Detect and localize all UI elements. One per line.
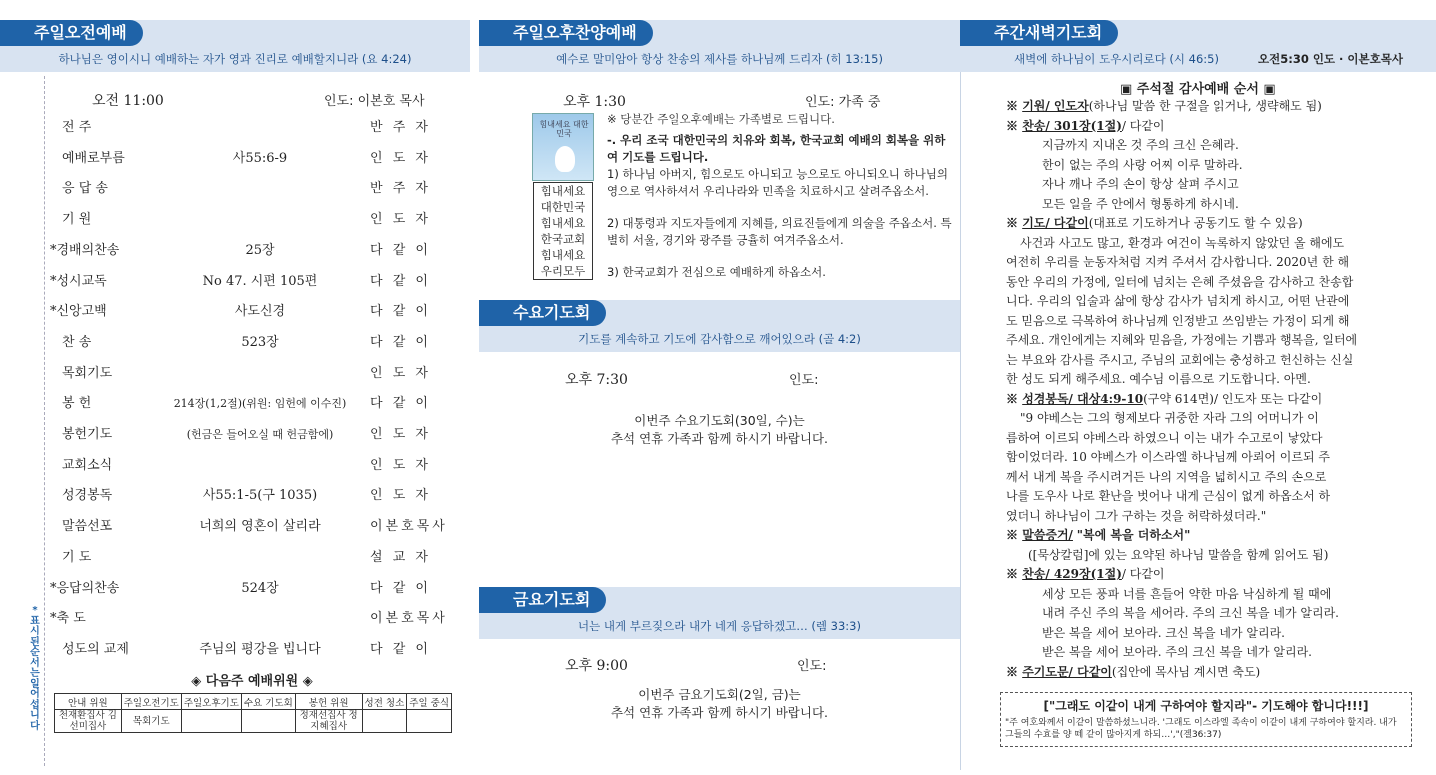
order-row (50, 425, 460, 445)
wednesday-header (479, 300, 960, 346)
wednesday-line-2: 추석 연휴 가족과 함께 하시기 바랍니다. (610, 431, 829, 446)
cheer-image-text: 힘내세요 대한민국 (539, 120, 589, 138)
prayer-line: 니다. 우리의 입술과 삶에 항상 감사가 넘치게 하시고, 어떤 난관에 (1006, 294, 1350, 308)
prayer-line: 주세요. 개인에게는 지혜와 믿음을, 가정에는 기쁨과 행복을, 일터에 (1006, 333, 1358, 347)
dawn-prayer-text (1006, 234, 1406, 390)
duty-cell: 목회기도 (121, 710, 181, 733)
friday-time: 오후 9:00 (565, 658, 628, 674)
order-person: 반 주 자 (370, 181, 431, 197)
duty-header: 봉헌 위원 (295, 694, 362, 710)
duty-cell (362, 710, 407, 733)
duty-header: 주일오전기도 (121, 694, 181, 710)
order-person: 다 같 이 (370, 396, 431, 412)
wednesday-verse: 기도를 계속하고 기도에 감사함으로 깨어있으라 (골 4:2) (479, 326, 960, 352)
order-person: 다 같 이 (370, 334, 431, 350)
wednesday-time: 오후 7:30 (565, 372, 628, 388)
step-prayer-note: (대표로 기도하거나 공동기도 할 수 있음) (1088, 216, 1303, 230)
order-detail: No 47. 시편 105편 (202, 273, 318, 289)
hymn1-line: 한이 없는 주의 사랑 어찌 이루 말하라. (1042, 157, 1243, 172)
order-item: 목회기도 (62, 365, 113, 381)
dawn-time-leader: 오전5:30 인도 · 이본호목사 (1258, 52, 1403, 66)
order-row (50, 517, 460, 537)
order-item: *성시교독 (50, 273, 107, 289)
hymn2-line: 내려 주신 주의 복을 세어라. 주의 크신 복을 네가 알리라. (1042, 606, 1339, 620)
hymn1-line: 지금까지 지내온 것 주의 크신 은혜라. (1042, 138, 1239, 152)
hymn-1-lyrics (1006, 136, 1406, 214)
wednesday-leader: 인도: (789, 373, 819, 388)
step-prayer: 기도/ 다같이 (1022, 216, 1089, 230)
cheer-line: 대한민국 (540, 200, 586, 214)
prayer-line: 는 부요와 감사를 주시고, 주님의 교회에는 충성하고 헌신하는 신실 (1006, 352, 1354, 367)
morning-time: 오전 11:00 (92, 93, 164, 109)
cheer-line: 힘내세요 (540, 216, 586, 230)
duty-cell (241, 710, 295, 733)
duty-header-row (55, 694, 452, 710)
step-sermon: 말씀증거/ (1022, 528, 1073, 542)
prayer-item-2: 2) 대통령과 지도자들에게 지혜를, 의료진들에게 의술을 주옵소서. 특별히 서울, 경기와 광주를 긍휼히 여겨주옵소서. (607, 216, 952, 247)
afternoon-section (479, 0, 960, 775)
order-person: 이본호목사 (370, 519, 448, 535)
order-person: 인 도 자 (370, 488, 431, 504)
order-detail: 25장 (245, 242, 275, 258)
duty-header: 수요 기도회 (241, 694, 295, 710)
prayer-call-title: ["그래도 이같이 내게 구하여야 할지라"- 기도해야 합니다!!!] (1043, 699, 1369, 713)
morning-leader: 인도: 이본호 목사 (324, 94, 425, 109)
order-person: 다 같 이 (370, 242, 431, 258)
order-item: 말씀선포 (62, 519, 113, 535)
scripture-text (1006, 409, 1406, 526)
cheer-list (533, 182, 593, 280)
order-row (50, 456, 460, 476)
order-item: 예배로부름 (62, 150, 125, 166)
duty-cell: 정재선집사 정지혜집사 (295, 710, 362, 733)
order-item: *신앙고백 (50, 304, 107, 320)
order-item: 찬 송 (62, 334, 92, 350)
order-row (50, 394, 460, 414)
duty-header: 주일 중식 (407, 694, 452, 710)
order-detail: 사55:6-9 (232, 150, 288, 166)
order-row (50, 640, 460, 660)
order-detail: 사도신경 (234, 304, 286, 320)
cheer-line: 우리모두 (540, 264, 586, 278)
dawn-verse-bar (960, 46, 1436, 72)
order-row (50, 486, 460, 506)
afternoon-header (479, 20, 960, 66)
morning-service-section (0, 0, 470, 775)
sermon-title: "복에 복을 더하소서" (1076, 528, 1191, 542)
step-hymn-2-who: / 다같이 (1121, 567, 1165, 581)
duty-header: 성전 청소 (362, 694, 407, 710)
afternoon-verse: 예수로 말미암아 항상 찬송의 제사를 하나님께 드리자 (히 13:15) (479, 46, 960, 72)
morning-verse: 하나님은 영이시니 예배하는 자가 영과 진리로 예배할지니라 (요 4:24) (0, 46, 470, 72)
afternoon-title: 주일오후찬양예배 (479, 20, 653, 46)
friday-title: 금요기도회 (479, 587, 606, 613)
duty-table (54, 693, 452, 733)
order-detail: 사55:1-5(구 1035) (202, 488, 318, 504)
cheer-line: 힘내세요 (540, 184, 586, 198)
cheer-line: 한국교회 (540, 232, 586, 246)
morning-title: 주일오전예배 (0, 20, 143, 46)
prayer-line: 도 믿음으로 극복하여 하나님께 인정받고 쓰임받는 가정이 되게 해 (1006, 313, 1350, 328)
step-invocation: 기원/ 인도자 (1022, 99, 1089, 113)
order-detail: (헌금은 들어오실 때 헌금함에) (186, 428, 334, 441)
order-row (50, 241, 460, 261)
hymn-2-lyrics (1006, 585, 1406, 663)
order-person: 다 같 이 (370, 273, 431, 289)
step-scripture-note: (구약 614면)/ 인도자 또는 다같이 (1143, 391, 1323, 406)
order-detail: 너희의 영혼이 살리라 (199, 519, 321, 535)
order-row (50, 179, 460, 199)
order-detail: 523장 (241, 334, 279, 350)
order-item: 봉헌기도 (62, 427, 113, 442)
hymn1-line: 자나 깨나 주의 손이 항상 살펴 주시고 (1042, 177, 1239, 191)
dove-icon (555, 146, 575, 172)
order-person: 이본호목사 (370, 611, 448, 627)
order-person: 다 같 이 (370, 580, 431, 596)
order-row (50, 364, 460, 384)
cheer-line: 힘내세요 (540, 248, 586, 262)
friday-leader: 인도: (797, 659, 827, 674)
prayer-line: 한 성도 되게 해주세요. 예수님 이름으로 기도합니다. 아멘. (1006, 372, 1311, 386)
order-row (50, 210, 460, 230)
prayer-item-1: 1) 하나님 아버지, 힘으로도 아니되고 능으로도 아니되오니 하나님의 영으로 역사하셔서 우리나라와 민족을 치료하시고 살려주옵소서. (607, 167, 948, 198)
order-row (50, 579, 460, 599)
order-item: 봉 헌 (62, 396, 92, 412)
order-item: 성경봉독 (62, 488, 113, 504)
order-item: 성도의 교제 (62, 641, 129, 657)
scripture-line: 함이었더라. 10 야베스가 이스라엘 하나님께 아뢰어 이르되 주 (1006, 450, 1330, 464)
order-row (50, 548, 460, 568)
order-person: 인 도 자 (370, 427, 431, 442)
standing-note: *표시된 순서는 일어섭니다 (30, 605, 40, 732)
prayer-call-body: "주 여호와께서 이같이 말씀하셨느니라. '그래도 이스라엘 족속이 이같이 내게 구하여야 할지라. 내가 그들의 수효를 양 떼 같이 많아지게 하되…',"(겔36:37) (1005, 718, 1397, 740)
step-lords-prayer: 주기도문/ 다같이 (1022, 664, 1112, 679)
step-hymn-1-who: / 다같이 (1121, 118, 1165, 133)
hymn2-line: 받은 복을 세어 보아라. 크신 복을 네가 알리라. (1042, 625, 1285, 640)
scripture-line: "9 야베스는 그의 형제보다 귀중한 자라 그의 어머니가 이 (1020, 411, 1319, 425)
order-detail: 주님의 평강을 빕니다 (199, 641, 321, 657)
order-item: *경배의찬송 (50, 242, 120, 258)
order-item: 전 주 (62, 120, 92, 135)
friday-verse: 너는 내게 부르짖으라 내가 네게 응답하겠고… (렘 33:3) (479, 613, 960, 639)
wednesday-title: 수요기도회 (479, 300, 606, 326)
order-row (50, 149, 460, 169)
duty-cell: 천재환집사 김선미집사 (55, 710, 122, 733)
hymn2-line: 세상 모든 풍파 너를 흔들어 약한 마음 낙심하게 될 때에 (1042, 586, 1332, 601)
prayer-call-box (1000, 692, 1412, 747)
order-person: 다 같 이 (370, 641, 431, 657)
order-row (50, 302, 460, 322)
step-scripture: 성경봉독/ 대상4:9-10 (1022, 391, 1144, 406)
order-person: 반 주 자 (370, 120, 431, 135)
step-hymn-1: 찬송/ 301장(1절) (1022, 118, 1122, 133)
afternoon-leader: 인도: 가족 중 (805, 95, 881, 110)
order-row (50, 272, 460, 292)
dashed-divider (44, 76, 45, 766)
order-item: 응 답 송 (62, 181, 108, 197)
order-item: *축 도 (50, 611, 86, 627)
column-divider (960, 60, 961, 770)
prayer-item-3: 3) 한국교회가 전심으로 예배하게 하옵소서. (607, 265, 826, 279)
order-row (50, 333, 460, 353)
duty-header: 주일오후기도 (181, 694, 241, 710)
prayer-line: 여전히 우리를 눈동자처럼 지켜 주셔서 감사합니다. 2020년 한 해 (1006, 255, 1350, 269)
cheer-image (532, 113, 594, 181)
scripture-line: 름하여 이르되 야베스라 하였으니 이는 내가 수고로이 낳았다 (1006, 430, 1323, 445)
order-item: 교회소식 (62, 457, 113, 473)
friday-line-1: 이번주 금요기도회(2일, 금)는 (638, 687, 801, 702)
hymn1-line: 모든 일을 주 안에서 형통하게 하시네. (1042, 196, 1239, 211)
prayer-title: -. 우리 조국 대한민국의 치유와 회복, 한국교회 예배의 회복을 위하여 기도를 드립니다. (607, 133, 946, 164)
prayer-line: 동안 우리의 가정에, 일터에 넘치는 은혜 주셨음을 감사하고 찬송합 (1006, 274, 1354, 289)
order-item: 기 원 (62, 212, 92, 228)
hymn2-line: 받은 복을 세어 보아라. 주의 크신 복을 네가 알리라. (1042, 645, 1312, 659)
order-person: 설 교 자 (370, 549, 431, 565)
dawn-liturgy: ※ 기원/ 인도자(하나님 말씀 한 구절을 읽거나, 생략해도 됨) ※ 찬송/ 301장(1절)/ 다같이 지금까지 지내온 것 주의 크신 은혜라. 한이 없는 주의 사랑 어찌 이루 말하라. 자나 깨나 주의 손이 항상 살펴 주시고 모든 일을 주 안에서 형통하게 하시네. ※ 기도/ 다같이(대표로 기도하거나 공동기도 할 수 있음) 사건과 사고도 많고, 환경과 여건이 녹록하지 않았던 올 해에도 여전히 우리를 눈동자처럼 지켜 주셔서 감사합니다. 2020년 한 해 동안 우리의 가정에, 일터에 넘치는 은혜 주셨음을 감사하고 찬송합 니다. 우리의 입술과 삶에 항상 감사가 넘치게 하시고, 어떤 난관에 도 믿음으로 극복하여 하나님께 인정받고 쓰임받는 가정이 되게 해 주세요. 개인에게는 지혜와 믿음을, 가정에는 기쁨과 행복을, 일터에 는 부요와 감사를 주시고, 주님의 교회에는 충성하고 헌신하는 신실 한 성도 되게 해주세요. 예수님 이름으로 기도합니다. 아멘. ※ 성경봉독/ 대상4:9-10(구약 614면)/ 인도자 또는 다같이 "9 야베스는 그의 형제보다 귀중한 자라 그의 어머니가 이 름하여 이르되 야베스라 하였으니 이는 내가 수고로이 낳았다 함이었더라. 10 야베스가 이스라엘 하나님께 아뢰어 이르되 주 께서 내게 복을 주시려거든 나의 지역을 넓히시고 주의 손으로 나를 도우사 나로 환난을 벗어나 내게 근심이 없게 하옵소서 하 였더니 하나님이 그가 구하는 것을 허락하셨더라." ※ 말씀증거/ "복에 복을 더하소서" ([묵상칼럼]에 있는 요약된 하나님 말씀을 함께 읽어도 됨) ※ 찬송/ 429장(1절)/ 다같이 세상 모든 풍파 너를 흔들어 약한 마음 낙심하게 될 때에 내려 주신 주의 복을 세어라. 주의 크신 복을 네가 알리라. 받은 복을 세어 보아라. 크신 복을 네가 알리라. 받은 복을 세어 보아라. 주의 크신 복을 네가 알리라. ※ 주기도문/ 다같이(집안에 목사님 계시면 축도) (1006, 97, 1406, 682)
duty-cell (407, 710, 452, 733)
friday-line-2: 추석 연휴 가족과 함께 하시기 바랍니다. (610, 705, 829, 720)
order-person: 인 도 자 (370, 365, 431, 381)
order-person: 인 도 자 (370, 150, 431, 166)
wednesday-line-1: 이번주 수요기도회(30일, 수)는 (634, 413, 805, 428)
order-person: 인 도 자 (370, 212, 431, 228)
dawn-heading: ▣ 주석절 감사예배 순서 ▣ (1120, 82, 1276, 97)
friday-header (479, 587, 960, 633)
order-detail: 524장 (241, 580, 279, 596)
duty-cell (181, 710, 241, 733)
order-row (50, 118, 460, 138)
prayer-line: 사건과 사고도 많고, 환경과 여건이 녹록하지 않았던 올 해에도 (1020, 235, 1345, 250)
scripture-line: 나를 도우사 나로 환난을 벗어나 내게 근심이 없게 하옵소서 하 (1006, 489, 1331, 503)
sermon-note: ([묵상칼럼]에 있는 요약된 하나님 말씀을 함께 읽어도 됨) (1028, 547, 1329, 562)
next-week-title: ◈ 다음주 예배위원 ◈ (191, 674, 313, 689)
morning-header (0, 20, 470, 66)
order-person: 인 도 자 (370, 457, 431, 473)
order-item: 기 도 (62, 549, 92, 565)
scripture-line: 께서 내게 복을 주시려거든 나의 지역을 넓히시고 주의 손으로 (1006, 469, 1327, 484)
order-item: *응답의찬송 (50, 580, 120, 596)
step-lords-prayer-note: (집안에 목사님 계시면 축도) (1111, 664, 1261, 679)
duty-value-row (55, 710, 452, 733)
dawn-header (960, 20, 1436, 66)
dawn-verse: 새벽에 하나님이 도우시리로다 (시 46:5) (1014, 52, 1219, 66)
order-detail: 214장(1,2절)(위원: 임헌에 이수진) (173, 397, 347, 411)
step-invocation-note: (하나님 말씀 한 구절을 읽거나, 생략해도 됨) (1088, 99, 1322, 113)
dawn-section (960, 0, 1436, 775)
afternoon-time: 오후 1:30 (563, 94, 626, 110)
afternoon-note: ※ 당분간 주일오후예배는 가족별로 드립니다. (607, 112, 835, 126)
duty-header: 안내 위원 (55, 694, 122, 710)
order-person: 다 같 이 (370, 304, 431, 320)
order-row (50, 609, 460, 629)
scripture-line: 였더니 하나님이 그가 구하는 것을 허락하셨더라." (1006, 508, 1267, 523)
dawn-title: 주간새벽기도회 (960, 20, 1118, 46)
step-hymn-2: 찬송/ 429장(1절) (1022, 567, 1122, 581)
